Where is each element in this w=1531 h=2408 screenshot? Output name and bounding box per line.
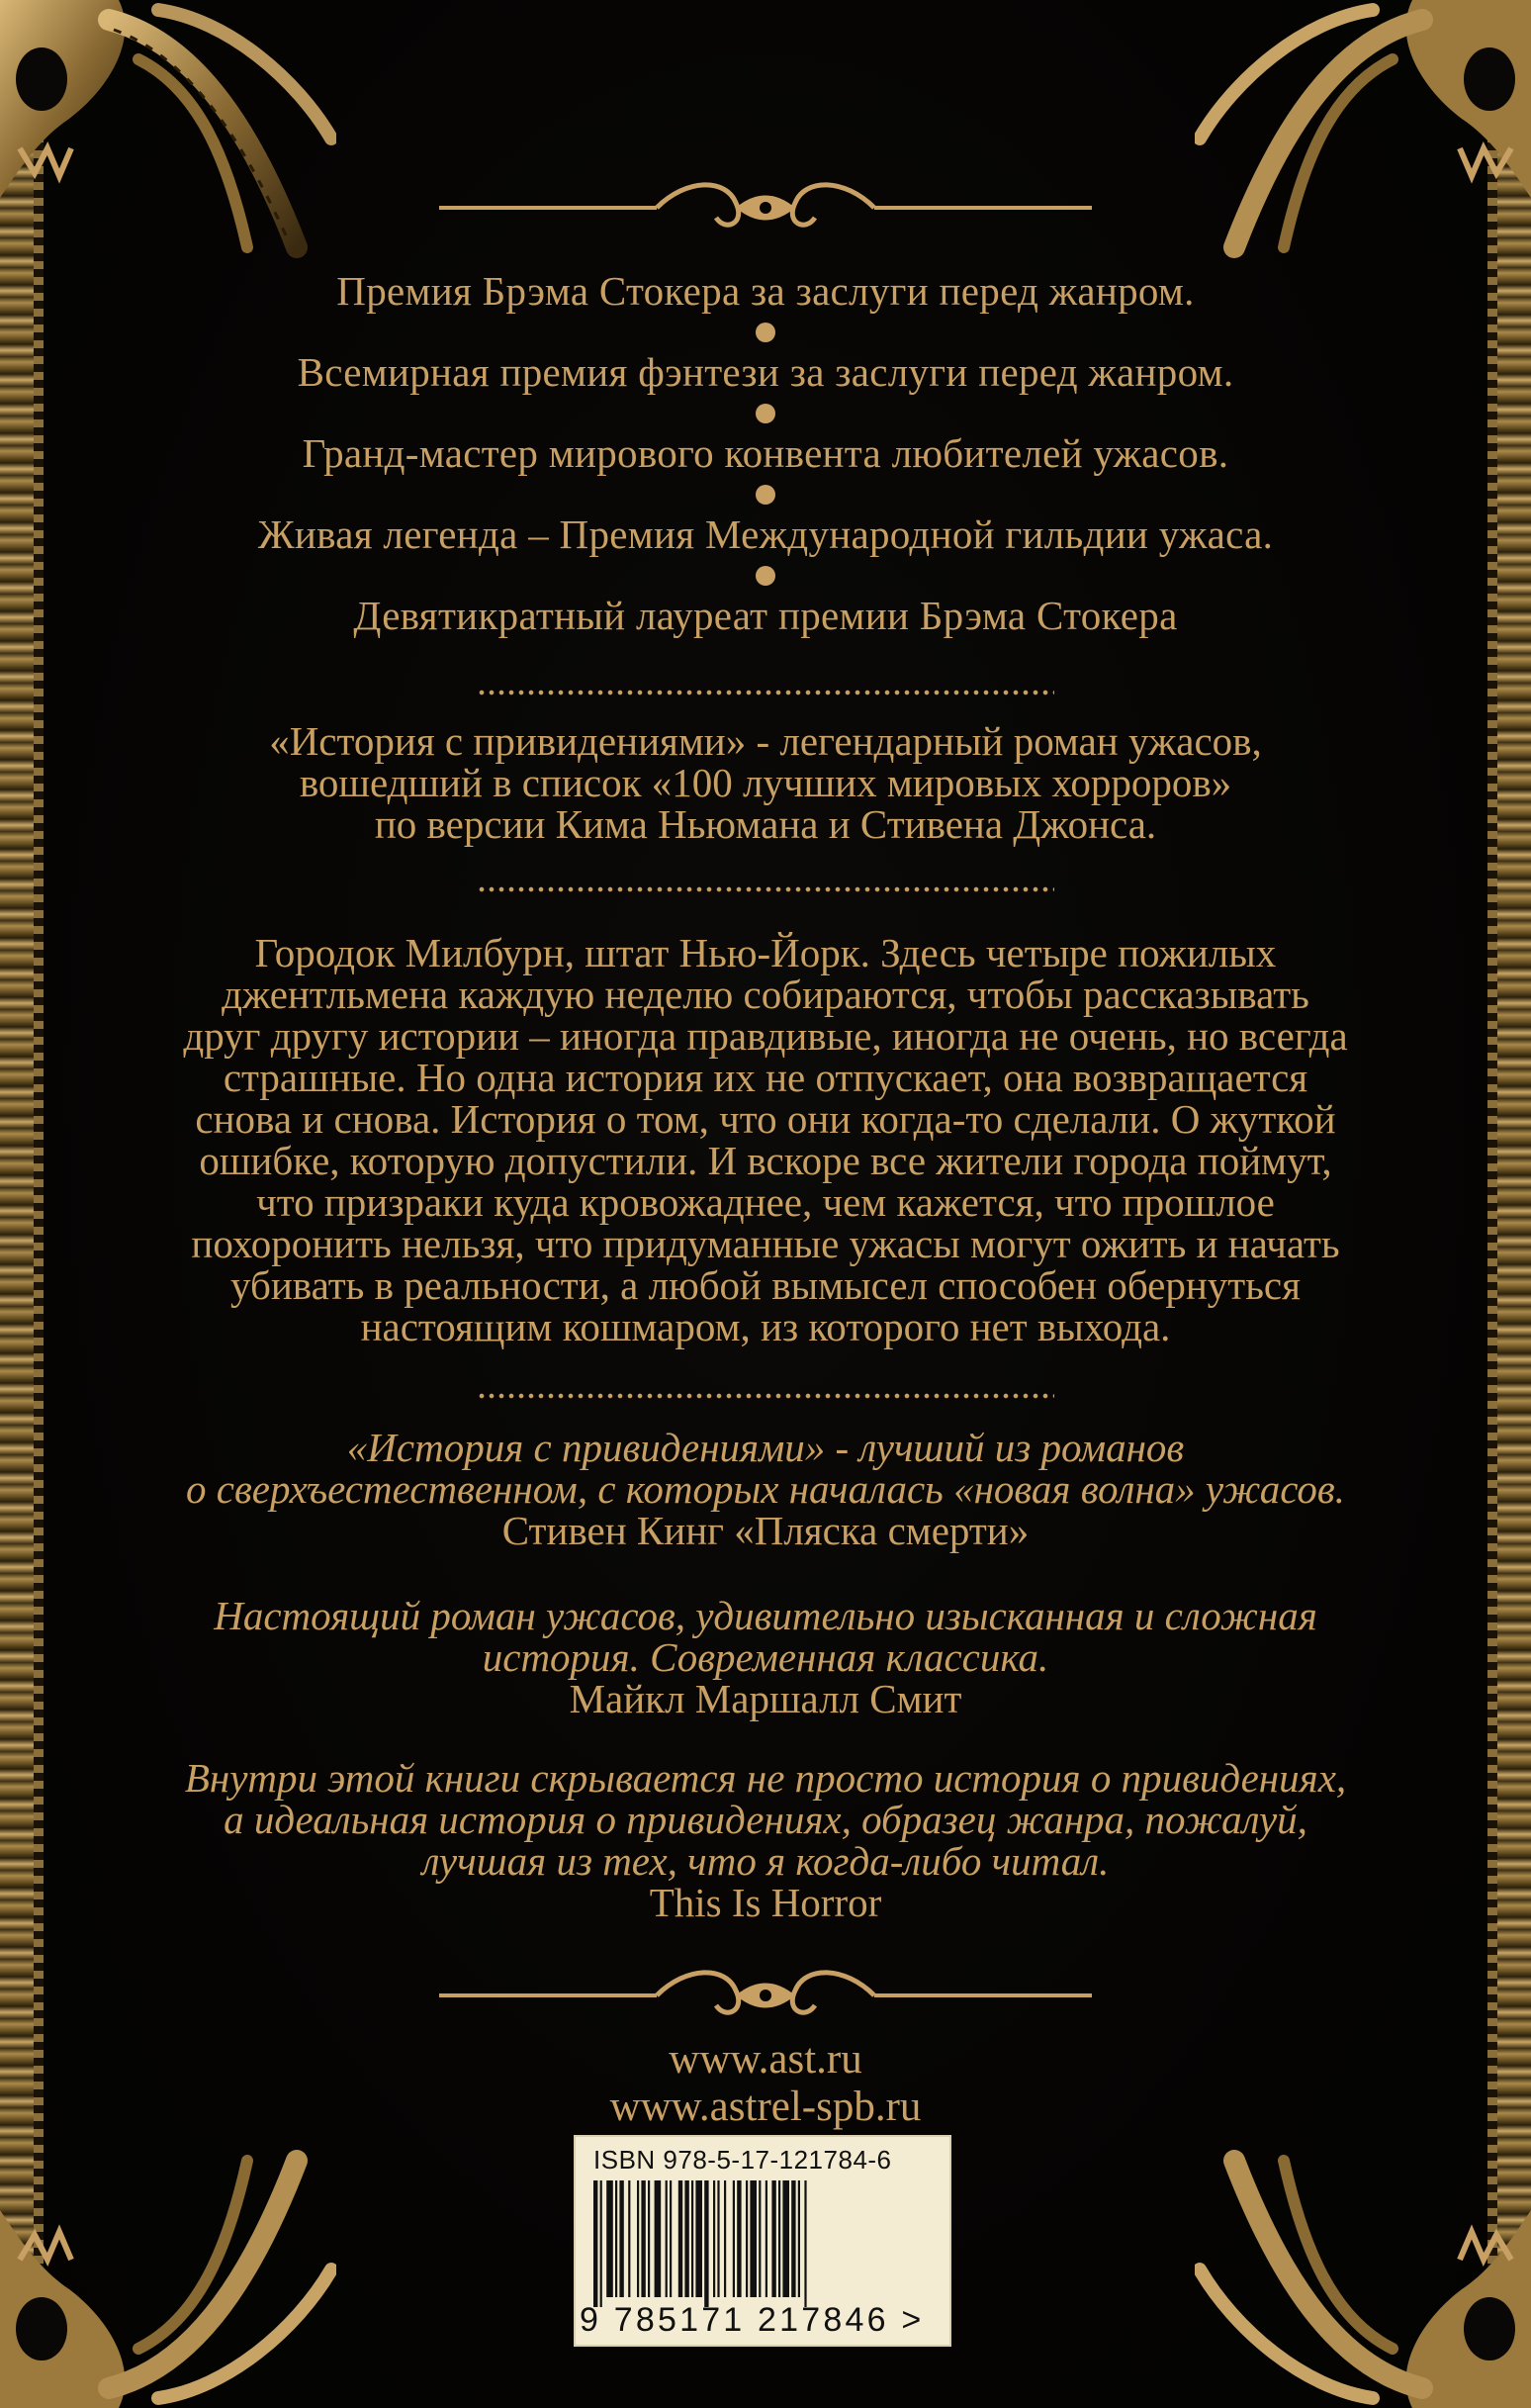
publisher-url-link[interactable]: www.ast.ru [669,2036,862,2083]
dotted-divider [477,886,1054,892]
review-quote-line: «История с привидениями» - лучший из романов [346,1425,1185,1470]
isbn-label: ISBN 978-5-17-121784-6 [593,2145,892,2175]
award-line: Гранд-мастер мирового конвента любителей ужасов. [302,430,1229,476]
barcode-bar [791,2180,795,2297]
review-block [0,1595,1531,1719]
isbn-barcode-box [574,2135,951,2347]
barcode-bar [637,2180,639,2297]
synopsis-line: что призраки куда кровожаднее, чем кажется, что прошлое [256,1179,1275,1225]
synopsis-line: ошибке, которую допустили. И вскоре все жители города поймут, [199,1138,1332,1183]
bullet-dot-icon [756,323,775,342]
barcode-bar [771,2180,775,2297]
skull-ornament-icon [1195,2111,1531,2408]
synopsis-line: настоящим кошмаром, из которого нет выхода. [360,1304,1171,1349]
flourish-divider-icon [439,1966,1092,2025]
barcode-bar [804,2180,806,2307]
barcode-bar [615,2180,617,2297]
intro-line: «История с привидениями» - легендарный роман ужасов, [269,718,1262,764]
skull-ornament-icon [1195,0,1531,297]
review-author: Стивен Кинг «Пляска смерти» [501,1508,1030,1553]
barcode-bar [717,2180,719,2297]
review-author: Майкл Маршалл Смит [569,1676,962,1721]
barcode-bar [766,2180,767,2297]
barcode-bar [655,2180,662,2297]
barcode-bar [782,2180,789,2297]
synopsis-line: снова и снова. История о том, что они когда-то сделали. О жуткой [195,1096,1336,1142]
dotted-divider [477,690,1054,695]
barcode-bar [678,2180,682,2297]
skull-ornament-icon [0,2111,336,2408]
review-quote-line: а идеальная история о привидениях, образец жанра, пожалуй, [224,1797,1307,1842]
review-block [0,1757,1531,1923]
intro-line: вошедший в список «100 лучших мировых хорроров» [299,760,1232,805]
review-quote-line: история. Современная классика. [482,1634,1049,1680]
barcode-bar [641,2180,645,2297]
barcode-bar [759,2180,761,2297]
synopsis-line: похоронить нельзя, что придуманные ужасы могут ожить и начать [191,1221,1340,1266]
barcode-bar [737,2180,741,2297]
barcode-bar [684,2180,688,2297]
synopsis-line: Городок Милбурн, штат Нью-Йорк. Здесь четыре пожилых [254,930,1277,975]
barcode-bar [724,2180,726,2297]
barcode-bar [619,2180,623,2297]
synopsis-line: джентльмена каждую неделю собираются, чтобы рассказывать [222,972,1309,1017]
barcode-bar [600,2180,602,2307]
publisher-urls [0,2036,1531,2131]
intro-line: по версии Кима Ньюмана и Стивена Джонса. [374,801,1157,847]
award-line: Живая легенда – Премия Международной гильдии ужаса. [257,511,1274,557]
barcode-bar [733,2180,735,2297]
barcode-icon [589,2180,926,2307]
barcode-bar [628,2180,630,2297]
barcode-bar [750,2180,757,2297]
bullet-dot-icon [756,404,775,423]
barcode-digits: 9 785171 217846 > [580,2301,925,2339]
dotted-divider [477,1393,1054,1399]
bullet-dot-icon [756,566,775,586]
flourish-divider-icon [439,178,1092,237]
review-quote-line: Внутри этой книги скрывается не просто история о привидениях, [184,1755,1347,1801]
barcode-bar [704,2180,708,2307]
barcode-bar [778,2180,780,2297]
barcode-bar [666,2180,668,2297]
synopsis-line: убивать в реальности, а любой вымысел способен обернуться [230,1262,1301,1308]
barcode-bar [648,2180,650,2297]
barcode-bar [593,2180,597,2307]
skull-ornament-icon [0,0,336,297]
award-line: Премия Брэма Стокера за заслуги перед жанром. [336,268,1195,314]
review-block [0,1427,1531,1551]
bullet-dot-icon [756,485,775,505]
review-quote-line: Настоящий роман ужасов, удивительно изысканная и сложная [214,1593,1317,1638]
synopsis-paragraph [0,932,1531,1347]
barcode-bar [798,2180,800,2297]
synopsis-line: друг другу истории – иногда правдивые, иногда не очень, но всегда [183,1013,1348,1059]
barcode-bar [691,2180,693,2297]
barcode-bar [746,2180,748,2297]
review-quote-line: о сверхъестественном, с которых началась «новая волна» ужасов. [186,1466,1345,1512]
intro-paragraph [0,720,1531,845]
review-quote-line: лучшая из тех, что я когда-либо читал. [421,1838,1110,1884]
synopsis-line: страшные. Но одна история их не отпускает, она возвращается [223,1055,1308,1100]
barcode-bar [713,2180,715,2297]
barcode-bar [606,2180,613,2297]
award-line: Девятикратный лауреат премии Брэма Стокера [353,593,1178,638]
publisher-url-link[interactable]: www.astrel-spb.ru [609,2084,922,2130]
barcode-bar [670,2180,672,2297]
review-author: This Is Horror [649,1880,882,1925]
barcode-bar [695,2180,702,2297]
award-line: Всемирная премия фэнтези за заслуги перед жанром. [297,349,1234,395]
